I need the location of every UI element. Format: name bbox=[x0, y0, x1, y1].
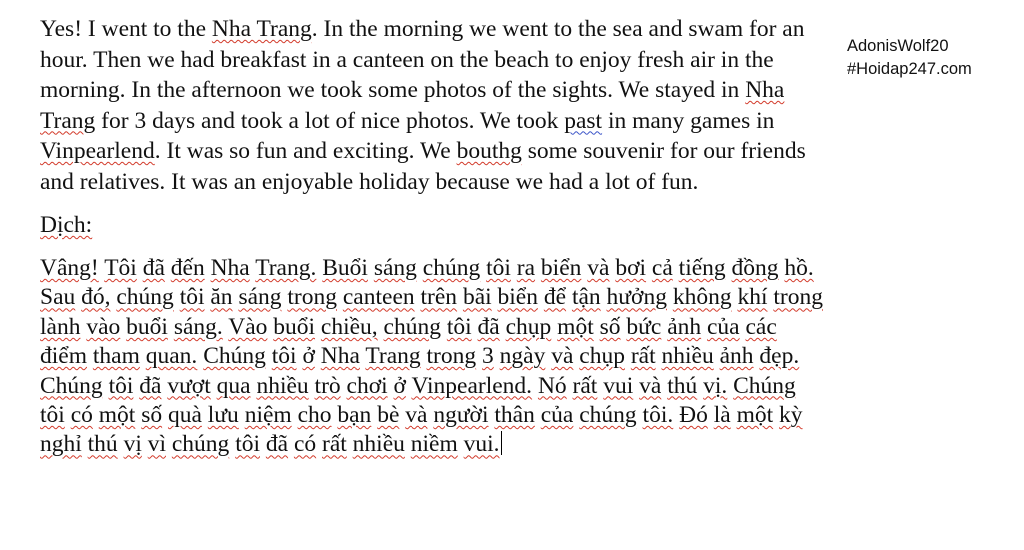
translation-heading: Dịch: bbox=[40, 212, 93, 238]
english-line-4: Trang for 3 days and took a lot of nice photos. We took past in many games in bbox=[40, 107, 775, 134]
vietnamese-line-2: Sau đó, chúng tôi ăn sáng trong canteen trên bãi biển để tận hưởng không khí trong bbox=[40, 284, 823, 311]
english-paragraph[interactable] bbox=[40, 14, 840, 197]
english-line-5: Vinpearlend. It was so fun and exciting. We bouthg some souvenir for our friends bbox=[40, 138, 806, 164]
vietnamese-line-5: Chúng tôi đã vượt qua nhiều trò chơi ở Vinpearlend. Nó rất vui và thú vị. Chúng bbox=[40, 372, 796, 399]
vietnamese-line-4: điểm tham quan. Chúng tôi ở Nha Trang trong 3 ngày và chụp rất nhiều ảnh đẹp. bbox=[40, 343, 800, 370]
vietnamese-paragraph[interactable] bbox=[40, 254, 855, 460]
english-line-1: Yes! I went to the Nha Trang. In the morning we went to the sea and swam for an bbox=[40, 16, 805, 42]
english-line-3: morning. In the afternoon we took some photos of the sights. We stayed in Nha bbox=[40, 77, 785, 103]
watermark bbox=[847, 35, 972, 81]
watermark-site: #Hoidap247.com bbox=[847, 60, 972, 78]
text-cursor bbox=[501, 431, 502, 455]
english-line-2: hour. Then we had breakfast in a canteen on the beach to enjoy fresh air in the bbox=[40, 46, 774, 73]
vietnamese-line-6: tôi có một số quà lưu niệm cho bạn bè và người thân của chúng tôi. Đó là một kỳ bbox=[40, 402, 803, 429]
english-line-6: and relatives. It was an enjoyable holiday because we had a lot of fun. bbox=[40, 168, 699, 195]
vietnamese-line-1: Vâng! Tôi đã đến Nha Trang. Buổi sáng chúng tôi ra biển và bơi cả tiếng đồng hồ. bbox=[40, 255, 814, 281]
vietnamese-line-7: nghỉ thú vị vì chúng tôi đã có rất nhiều niềm vui. bbox=[40, 431, 500, 458]
vietnamese-line-3: lành vào buổi sáng. Vào buổi chiều, chúng tôi đã chụp một số bức ảnh của các bbox=[40, 313, 777, 340]
watermark-author: AdonisWolf20 bbox=[847, 37, 949, 55]
